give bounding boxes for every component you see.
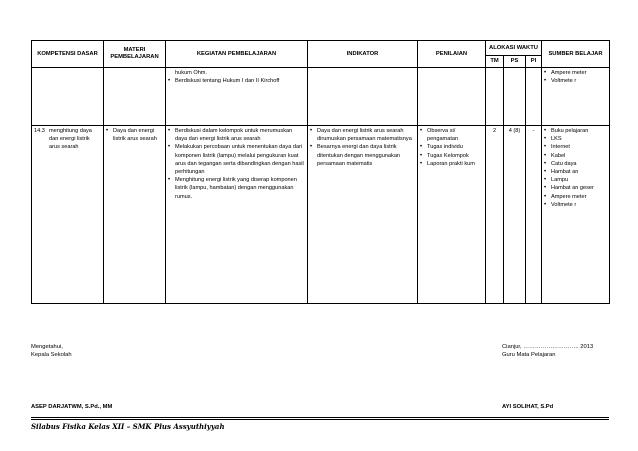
bullet-icon: • — [310, 144, 313, 151]
list-item: • Berdiskusi tentang Hukum I dan II Kirchoff — [168, 78, 280, 85]
cell-kegiatan-cont — [166, 68, 308, 126]
header-alokasi-waktu: ALOKASI WAKTU — [486, 41, 542, 56]
cell-ps: 4 (8) — [504, 126, 526, 304]
cell-pi: - — [526, 126, 542, 304]
signature-left-name: ASEP DARJATWM, S.Pd., MM — [31, 404, 113, 410]
bullet-icon: • — [544, 201, 547, 208]
cell-tm-cont — [486, 68, 504, 126]
list-item: • Menghitung energi listrik yang diserap komponen listrik (lampu, hambatan) dengan menggunakan rumus. — [168, 177, 297, 200]
header-kegiatan: KEGIATAN PEMBELAJARAN — [166, 41, 308, 68]
cell-ps-cont — [504, 68, 526, 126]
cell-kompetensi-dasar — [32, 126, 104, 304]
bullet-icon: • — [544, 185, 547, 192]
bullet-icon: • — [544, 144, 547, 151]
bullet-icon: • — [168, 128, 171, 134]
bullet-icon: • — [544, 177, 547, 184]
signature-right-block — [502, 343, 593, 359]
cell-sumber — [542, 126, 610, 304]
table-row — [32, 126, 610, 304]
list-item: • Hambat an geser — [544, 185, 594, 192]
table-row — [32, 68, 610, 126]
bullet-icon: • — [544, 70, 547, 76]
header-penilaian: PENILAIAN — [418, 41, 486, 68]
cell-indikator — [308, 126, 418, 304]
header-sumber-belajar: SUMBER BELAJAR — [542, 41, 610, 68]
bullet-icon: • — [168, 177, 171, 184]
cell-penilaian — [418, 126, 486, 304]
list-item: • Catu daya — [544, 160, 577, 167]
cell-materi — [104, 126, 166, 304]
signature-left-block — [31, 343, 72, 359]
list-item: • Tugas individu — [420, 144, 463, 151]
list-item: • Observa si/ pengamatan — [420, 128, 459, 143]
syllabus-table — [31, 40, 610, 304]
page-footer: Silabus Fisika Kelas XII – SMK Plus Assyuthiyyah — [31, 422, 225, 431]
list-item: • Hambat an — [544, 169, 579, 176]
bullet-icon: • — [544, 136, 547, 143]
list-item: • Daya dan energi listrik arus searah dirumuskan persamaan matematisnya — [310, 128, 412, 143]
list-item: • Ampere meter — [544, 193, 587, 200]
bullet-icon: • — [544, 78, 547, 85]
cell-penilaian-cont — [418, 68, 486, 126]
bullet-icon: • — [106, 128, 109, 134]
header-materi: MATERI PEMBELAJARAN — [104, 41, 166, 68]
kegiatan-continued-text: hukum Ohm. — [175, 70, 208, 76]
bullet-icon: • — [544, 128, 547, 134]
list-item: • Internet — [544, 144, 570, 151]
cell-indikator-cont — [308, 68, 418, 126]
list-item: • Ampere meter — [544, 70, 587, 76]
list-item: • Kabel — [544, 152, 566, 159]
signature-right-line2: Guru Mata Pelajaran — [502, 352, 556, 358]
cell-pi-cont — [526, 68, 542, 126]
list-item: • Voltmete r — [544, 78, 577, 85]
cell-kd-cont — [32, 68, 104, 126]
bullet-icon: • — [420, 128, 423, 134]
signature-right-name: AYI SOLIHAT, S.Pd — [502, 404, 554, 410]
footer-divider-thin — [31, 419, 609, 420]
bullet-icon: • — [420, 152, 423, 159]
cell-kegiatan — [166, 126, 308, 304]
header-kompetensi-dasar: KOMPETENSI DASAR — [32, 41, 104, 68]
list-item: • Besarnya energi dan daya listrik ditentukan dengan menggunakan persamaan matematis — [310, 144, 401, 167]
header-tm: TM — [486, 56, 504, 68]
list-item: • Voltmete r — [544, 201, 577, 208]
header-indikator: INDIKATOR — [308, 41, 418, 68]
cell-sumber-cont — [542, 68, 610, 126]
bullet-icon: • — [544, 160, 547, 167]
list-item: • Lampu — [544, 177, 569, 184]
signature-left-line2: Kepala Sekolah — [31, 352, 72, 358]
signature-right-line1: Cianjur, ……………………….. 2013 — [502, 344, 594, 350]
signature-left-line1: Mengetahui, — [31, 344, 63, 350]
bullet-icon: • — [310, 128, 313, 134]
bullet-icon: • — [420, 160, 423, 167]
kd-number: 14.3 — [34, 128, 45, 134]
cell-materi-cont — [104, 68, 166, 126]
bullet-icon: • — [168, 144, 171, 151]
list-item: • Buku pelajaran — [544, 128, 589, 134]
list-item: • Tugas Kelompok — [420, 152, 469, 159]
bullet-icon: • — [544, 152, 547, 159]
bullet-icon: • — [168, 78, 171, 85]
bullet-icon: • — [544, 169, 547, 176]
kd-text: menghitung daya dan energi listrik arus searah — [49, 128, 92, 151]
header-pi: PI — [526, 56, 542, 68]
list-item: • Melakukan percobaan untuk menentukan daya dari komponen listrik (lampu) melalui pengukuran kuat arus dan tegangan serta dibandingkan dengan hasil perhitungan — [168, 144, 304, 176]
bullet-icon: • — [420, 144, 423, 151]
list-item: • Berdiskusi dalam kelompok untuk merumuskan daya dan energi listrik arus searah — [168, 128, 293, 143]
bullet-icon: • — [544, 193, 547, 200]
cell-tm: 2 — [486, 126, 504, 304]
list-item: • Daya dan energi listrik arus searah — [106, 128, 157, 143]
list-item: • Laporan prakti kum — [420, 160, 475, 167]
header-ps: PS — [504, 56, 526, 68]
footer-divider — [31, 417, 609, 418]
list-item: • LKS — [544, 136, 562, 143]
